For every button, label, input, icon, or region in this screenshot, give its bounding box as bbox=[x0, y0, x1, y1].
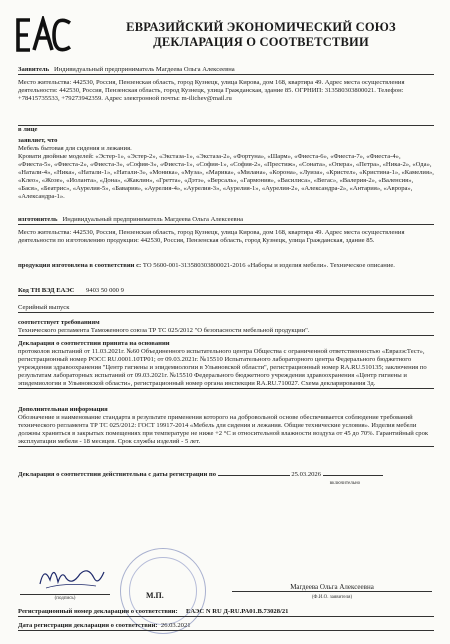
code-label: Код ТН ВЭД ЕАЭС bbox=[18, 287, 75, 294]
made-by-label: продукция изготовлена в соответствии с: bbox=[18, 262, 142, 269]
registration-number: ЕАЭС N RU Д-RU.РА01.В.73028/21 bbox=[185, 608, 289, 615]
manufacturer-name: Индивидуальный предприниматель Магдеева Ольга Алексеевна bbox=[62, 216, 244, 223]
applicant-address: Место жительства: 442530, Россия, Пензенская область, город Кузнецк, улица Кирова, дом 168, квартира 49. Адрес места осуществления деятельности: 442530, Россия, Пензенская область, город Кузнецк, улица Гражданская, здание 85. ОГРНИП: 313580303800021. Телефон: +78415735533, +79273942359. Адрес электронной почты: m-ilichev@mail.ru bbox=[18, 79, 405, 103]
signer-name: Магдеева Ольга Алексеевна bbox=[232, 583, 432, 592]
header-union: ЕВРАЗИЙСКИЙ ЭКОНОМИЧЕСКИЙ СОЮЗ bbox=[126, 20, 396, 34]
applicant-name: Индивидуальный предприниматель Магдеева Ольга Алексеевна bbox=[54, 66, 235, 73]
manufacturer-row bbox=[18, 216, 434, 225]
made-by-row bbox=[18, 262, 434, 270]
declares-product: Мебель бытовая для сидения и лежания. bbox=[18, 145, 132, 152]
manufacturer-address: Место жительства: 442530, Россия, Пензенская область, город Кузнецк, улица Кирова, дом 168, квартира 49. Адрес места осуществления деятельности по изготовлению продукции: 442530, Россия, Пензенская область, город Кузнецк, улица Гражданская, здание 85. bbox=[18, 229, 405, 245]
made-by-text: ТО 5600-001-313580303800021-2016 «Наборы и изделия мебели». Техническое описание. bbox=[142, 262, 395, 269]
signature-mark bbox=[36, 560, 106, 594]
applicant-label: Заявитель bbox=[18, 66, 50, 73]
basis-text: протоколов испытаний от 11.03.2021г. №60 Объединенного испытательного центра Общества с ограниченной ответственностью «ЕвразэсТест», регистрационный номер РОСС RU.0001.10ТР01; от 09.03.2021г. №15510 Испытательного лабораторного центра Федерального бюджетного учреждения здравоохранения "Центр гигиены и эпидемиологии в Ульяновской области", регистрационный номер RA.RU.510135; заключения по результатам лабораторных испытаний от 09.03.2021г. №15510 Федерального бюджетного учреждения здравоохранения «Центр гигиены и эпидемиологии в Ульяновской области», регистрационный номер органа инспекции RA.RU.710027. Схема декларирования 3д. bbox=[18, 348, 434, 389]
declares-models: Кровати двойные моделей: «Эстер-1», «Эстер-2», «Экстаза-1», «Экстаза-2», «Фортуна», «Шарм», «Фиеста-6», «Фиеста-7», «Фиеста-4», «Фиеста-5», «Фиеста-2», «Фиеста-3», «София-3», «Фиеста-1», «София-1», «София-2», «Престиж», «Соната», «Опера», «Петра», «Ника-2», «Ода», «Натали-4», «Ника», «Натали-1», «Натали-3», «Моника», «Муза», «Марика», «Милана», «Корона», «Луиза», «Кристел», «Кристина-1», «Камелия», «Клео», «Жозе», «Иоланта», «Дона», «Жаклин», «Гретта», «Дэтэ», «Версаль», «Гармония», «Василиса», «Вегас», «Валерия-2», «Валенсия», «Бася», «Беатрис», «Аурелия-5», «Бавария», «Аурелия-4», «Аурелия-3», «Аурелия-1», «Аурелия-2», «Александра-2», «Антария», «Аврора», «Александра-1». bbox=[18, 153, 434, 201]
header-title: ДЕКЛАРАЦИЯ О СООТВЕТСТВИИ bbox=[153, 35, 369, 49]
registration-date-label: Дата регистрации декларации о соответствии: bbox=[18, 622, 158, 629]
extra-label: Дополнительная информация bbox=[18, 406, 108, 413]
validity-row bbox=[18, 471, 434, 479]
code-value: 9403 50 000 9 bbox=[86, 287, 124, 294]
code-row bbox=[18, 287, 434, 296]
registration-date: 26.03.2021 bbox=[160, 622, 191, 629]
document-header bbox=[86, 20, 436, 50]
manufacturer-label: изготовитель bbox=[18, 216, 58, 223]
declares-label: заявляет, что bbox=[18, 137, 58, 144]
serial-row bbox=[18, 304, 434, 313]
signer-caption: (Ф.И.О. заявителя) bbox=[311, 595, 353, 600]
extra-text: Обозначение и наименование стандарта в результате применения которого на добровольной основе обеспечивается соблюдение требований технического регламента ТР ТС 025/2012: ГОСТ 19917-2014 «Мебель для сидения и лежания. Общие технические условия». Изделия мебели должны храниться в закрытых помещениях при температуре не ниже +2 °С и относительной влажности воздуха от 45 до 70%. Гарантийный срок эксплуатации мебели - 18 месяцев. Срок службы изделий - 5 лет. bbox=[18, 414, 434, 447]
conforms-label: соответствует требованиям bbox=[18, 319, 100, 326]
serial-text: Серийный выпуск bbox=[18, 304, 70, 311]
eac-logo bbox=[14, 16, 74, 54]
person-row bbox=[18, 116, 434, 126]
basis-label: Декларация о соответствии принята на основании bbox=[18, 340, 170, 347]
stamp-caption: М.П. bbox=[146, 591, 164, 600]
registration-date-row bbox=[18, 622, 434, 631]
applicant-row bbox=[18, 66, 434, 75]
registration-row bbox=[18, 608, 434, 617]
person-label: в лице bbox=[18, 126, 38, 133]
validity-caption: включительно bbox=[329, 481, 361, 486]
signature-caption: (подпись) bbox=[54, 596, 76, 601]
validity-label: Декларация о соответствии действительна с даты регистрации по bbox=[18, 471, 217, 478]
validity-date: 25.03.2026 bbox=[291, 471, 321, 478]
conforms-text: Технического регламента Таможенного союза ТР ТС 025/2012 "О безопасности мебельной продукции". bbox=[18, 327, 434, 336]
registration-label: Регистрационный номер декларации о соответствии: bbox=[18, 608, 178, 615]
